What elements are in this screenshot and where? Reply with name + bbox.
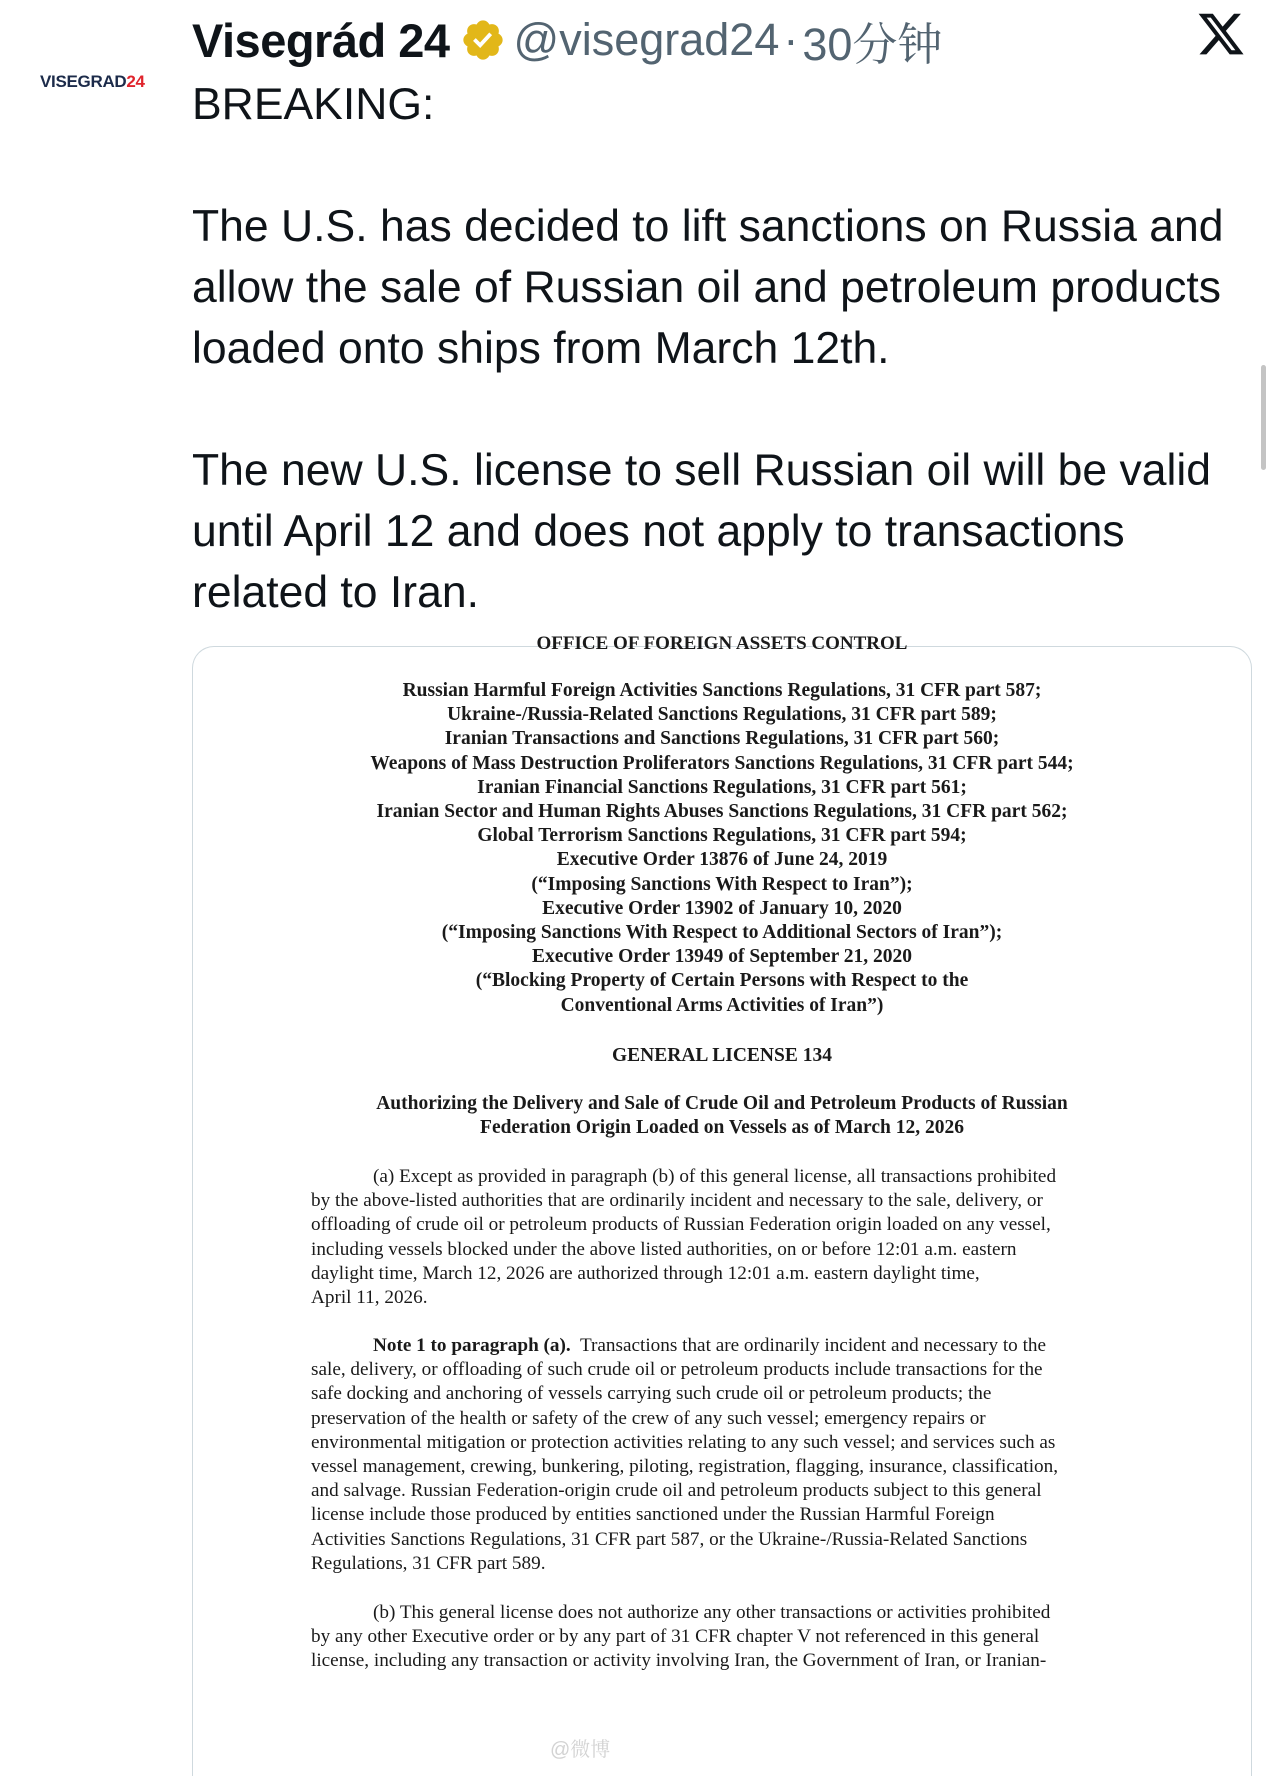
doc-authority-line: Russian Harmful Foreign Activities Sanctions Regulations, 31 CFR part 587; xyxy=(402,680,1042,701)
doc-note-line: environmental mitigation or protection activities relating to any such vessel; and services such as xyxy=(311,1431,1056,1453)
tweet-line-sanctions: The U.S. has decided to lift sanctions on Russia and allow the sale of Russian oil and petroleum products loaded onto ships from March 12th. xyxy=(192,202,1224,373)
tweet-text xyxy=(192,74,1242,623)
doc-subtitle-line: Federation Origin Loaded on Vessels as of March 12, 2026 xyxy=(480,1117,964,1139)
doc-authority-line: Weapons of Mass Destruction Proliferators Sanctions Regulations, 31 CFR part 544; xyxy=(370,752,1074,774)
display-name[interactable]: Visegrád 24 xyxy=(192,13,450,67)
avatar-text: VISEGRAD xyxy=(40,72,127,91)
doc-para-a-line: daylight time, March 12, 2026 are authorized through 12:01 a.m. eastern daylight time, xyxy=(311,1262,980,1284)
document-image[interactable] xyxy=(192,633,1252,1776)
doc-subtitle-line: Authorizing the Delivery and Sale of Crude Oil and Petroleum Products of Russian xyxy=(376,1093,1068,1114)
doc-para-a-line: (a) Except as provided in paragraph (b) of this general license, all transactions prohibited xyxy=(373,1166,1057,1187)
doc-note-line: and salvage. Russian Federation-origin crude oil and petroleum products subject to this general xyxy=(311,1480,1042,1502)
doc-authority-line: Conventional Arms Activities of Iran”) xyxy=(560,994,884,1016)
doc-authority-line: (“Imposing Sanctions With Respect to Iran”); xyxy=(531,873,913,895)
doc-subtitle xyxy=(193,1092,1251,1140)
doc-para-b-line: by any other Executive order or by any part of 31 CFR chapter V not referenced in this general xyxy=(311,1626,1040,1648)
doc-authority-line: Executive Order 13876 of June 24, 2019 xyxy=(556,849,888,871)
doc-authority-line: Ukraine-/Russia-Related Sanctions Regulations, 31 CFR part 589; xyxy=(447,704,997,726)
doc-authority-line: (“Blocking Property of Certain Persons with Respect to the xyxy=(475,970,969,992)
doc-note-line: license include those produced by entities sanctioned under the Russian Harmful Foreign xyxy=(311,1504,995,1526)
avatar-logo[interactable] xyxy=(40,72,160,94)
tweet-line-breaking: BREAKING: xyxy=(192,80,435,129)
doc-clipped-header: OFFICE OF FOREIGN ASSETS CONTROL xyxy=(536,633,908,654)
doc-license-title: GENERAL LICENSE 134 xyxy=(612,1045,832,1066)
x-logo-icon[interactable] xyxy=(1196,8,1246,60)
doc-note-line: Regulations, 31 CFR part 589. xyxy=(311,1552,546,1574)
separator-dot: · xyxy=(783,14,799,65)
avatar-number: 24 xyxy=(126,72,145,91)
doc-note-line: vessel management, crewing, bunkering, piloting, registration, flagging, insurance, classification, xyxy=(311,1456,1059,1478)
doc-paragraph-b xyxy=(311,1601,1133,1674)
doc-para-a-line: offloading of crude oil or petroleum products of Russian Federation origin loaded on any vessel, xyxy=(311,1214,1051,1236)
doc-para-b-line: (b) This general license does not authorize any other transactions or activities prohibited xyxy=(373,1602,1051,1623)
scrollbar-thumb[interactable] xyxy=(1261,365,1266,470)
tweet-header xyxy=(192,8,942,72)
doc-authorities xyxy=(193,679,1251,1018)
doc-para-a-line: including vessels blocked under the above listed authorities, on or before 12:01 a.m. eastern xyxy=(311,1238,1017,1260)
doc-paragraph-a xyxy=(311,1165,1133,1310)
timestamp[interactable]: 30分钟 xyxy=(802,18,943,70)
doc-para-b-line: license, including any transaction or activity involving Iran, the Government of Iran, or Iranian- xyxy=(311,1650,1047,1672)
doc-authority-line: Iranian Sector and Human Rights Abuses Sanctions Regulations, 31 CFR part 562; xyxy=(376,801,1068,823)
doc-note-line: sale, delivery, or offloading of such crude oil or petroleum products include transactions for the xyxy=(311,1359,1043,1381)
doc-authority-line: Iranian Financial Sanctions Regulations, 31 CFR part 561; xyxy=(477,776,967,798)
doc-authority-line: Global Terrorism Sanctions Regulations, 31 CFR part 594; xyxy=(477,825,967,847)
handle[interactable]: @visegrad24 xyxy=(513,14,780,65)
doc-note-1 xyxy=(311,1334,1133,1576)
verified-badge-icon xyxy=(460,17,506,63)
doc-authority-line: (“Imposing Sanctions With Respect to Additional Sectors of Iran”); xyxy=(441,922,1003,944)
doc-note-line: Transactions that are ordinarily incident and necessary to the xyxy=(579,1335,1047,1356)
watermark: @微博 xyxy=(550,1739,611,1761)
doc-para-a-line: April 11, 2026. xyxy=(311,1287,428,1309)
doc-authority-line: Executive Order 13902 of January 10, 2020 xyxy=(542,897,902,919)
tweet-line-license: The new U.S. license to sell Russian oil will be valid until April 12 and does not apply to transactions related to Iran. xyxy=(192,446,1212,617)
doc-note-label: Note 1 to paragraph (a). xyxy=(373,1335,571,1356)
doc-note-line: Activities Sanctions Regulations, 31 CFR part 587, or the Ukraine-/Russia-Related Sanctions xyxy=(311,1528,1028,1550)
doc-note-line: safe docking and anchoring of vessels carrying such crude oil or petroleum products; the xyxy=(311,1383,992,1405)
doc-para-a-line: by the above-listed authorities that are ordinarily incident and necessary to the sale, delivery, or xyxy=(311,1190,1043,1212)
doc-authority-line: Iranian Transactions and Sanctions Regulations, 31 CFR part 560; xyxy=(444,728,1000,750)
doc-authority-line: Executive Order 13949 of September 21, 2020 xyxy=(531,946,912,968)
doc-note-line: preservation of the health or safety of the crew of any such vessel; emergency repairs or xyxy=(311,1407,986,1429)
